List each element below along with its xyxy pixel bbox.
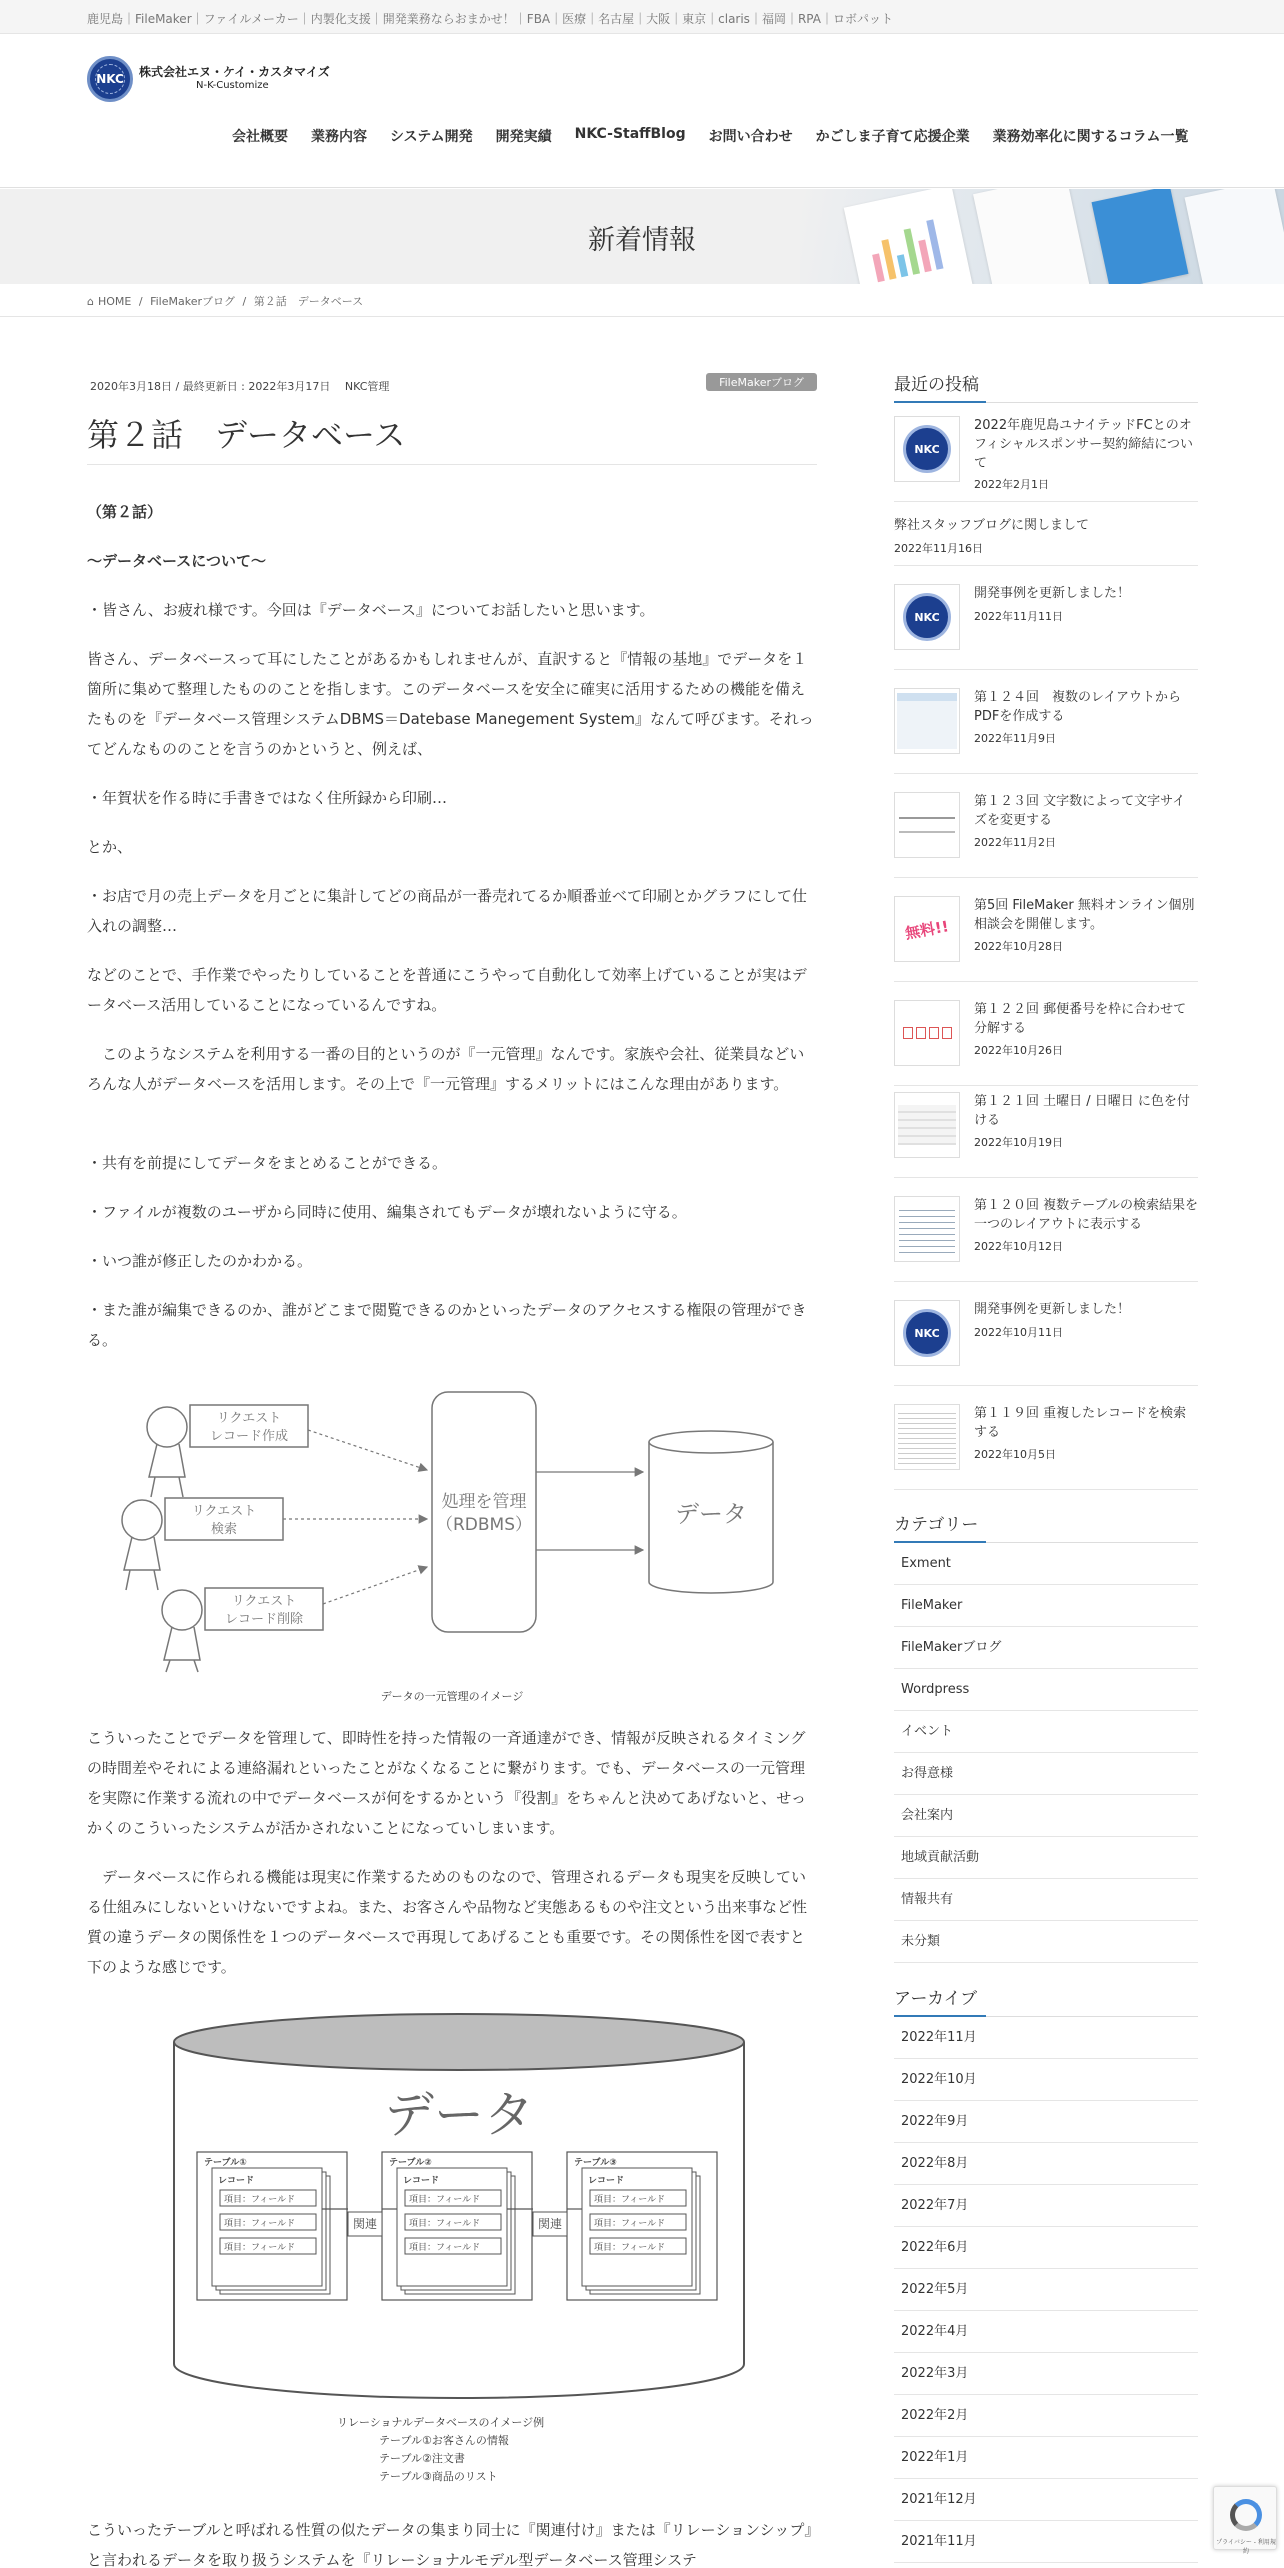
figure-data-management xyxy=(87,1372,817,1677)
fig2-label: 項目：フィールド xyxy=(594,2243,666,2253)
fig1-label: 処理を管理 xyxy=(441,1492,527,1512)
nav-staff-blog[interactable]: NKC-StaffBlog xyxy=(574,126,686,142)
recaptcha-badge[interactable] xyxy=(1213,2486,1277,2555)
category-title: カテゴリー xyxy=(894,1510,1198,1543)
article-paragraph: ・いつ誰が修正したのかわかる。 xyxy=(87,1252,313,1270)
archive-item[interactable]: 2022年8月 xyxy=(894,2143,1198,2185)
divider xyxy=(0,316,1284,317)
post-thumbnail[interactable] xyxy=(894,1196,960,1262)
breadcrumb xyxy=(87,293,367,309)
fig2-label: 項目：フィールド xyxy=(594,2219,666,2229)
post-date: 2022年11月9日 xyxy=(974,732,1056,745)
post-thumbnail[interactable] xyxy=(894,584,960,650)
category-item[interactable]: 会社案内 xyxy=(894,1795,1198,1837)
category-item[interactable]: お得意様 xyxy=(894,1753,1198,1795)
caption-line: テーブル③商品のリスト xyxy=(379,2470,498,2483)
category-list xyxy=(894,1543,1198,1963)
caption-line: テーブル②注文書 xyxy=(379,2452,465,2465)
archive-item[interactable]: 2022年5月 xyxy=(894,2269,1198,2311)
article-title: 第２話 データベース xyxy=(87,410,817,465)
post-thumbnail[interactable] xyxy=(894,1404,960,1470)
fig2-label: レコード xyxy=(403,2176,440,2186)
article-paragraph: こういったテーブルと呼ばれる性質の似たデータの集まり同士に『関連付け』または『リレーションシップ』と言われるデータを取り扱うシステムを『リレーショナルモデル型データベース管理システ xyxy=(87,2521,812,2568)
top-info-bar xyxy=(0,0,1284,34)
nav-contact[interactable]: お問い合わせ xyxy=(708,129,793,145)
article-paragraph: （第２話） xyxy=(87,503,163,521)
logo-company-sub: N-K-Customize xyxy=(196,80,269,92)
archive-item[interactable]: 2022年6月 xyxy=(894,2227,1198,2269)
archive-title: アーカイブ xyxy=(894,1984,1198,2017)
recaptcha-icon xyxy=(1230,2499,1262,2531)
post-title[interactable]: 開発事例を更新しました！ xyxy=(974,1302,1131,1317)
post-date: 2022年10月11日 xyxy=(974,1326,1063,1339)
recent-post[interactable] xyxy=(894,1196,1198,1282)
fig2-label: レコード xyxy=(218,2176,255,2186)
post-date: 2022年10月28日 xyxy=(974,940,1063,953)
post-title[interactable]: 第１２０回 複数テーブルの検索結果を一つのレイアウトに表示する xyxy=(974,1198,1198,1232)
archive-item[interactable]: 2022年7月 xyxy=(894,2185,1198,2227)
nav-kosodate[interactable]: かごしま子育て応援企業 xyxy=(815,129,970,145)
article-paragraph: ・お店で月の売上データを月ごとに集計してどの商品が一番売れてるか順番並べて印刷とかグラフにして仕入れの調整… xyxy=(87,887,808,935)
fig1-label: データ xyxy=(675,1500,747,1528)
nav-services[interactable]: 業務内容 xyxy=(311,129,367,145)
recaptcha-text[interactable]: プライバシー - 利用規約 xyxy=(1216,2539,1276,2555)
fig2-label: テーブル③ xyxy=(574,2158,617,2168)
recent-post[interactable] xyxy=(894,416,1198,502)
recent-posts-title: 最近の投稿 xyxy=(894,370,1198,403)
recent-post[interactable] xyxy=(894,688,1198,774)
article-paragraph: ・また誰が編集できるのか、誰がどこまで閲覧できるのかといったデータのアクセスする権限の管理ができる。 xyxy=(87,1301,807,1349)
fig2-label: 関連 xyxy=(352,2217,378,2231)
person-icon xyxy=(162,1590,202,1630)
breadcrumb-home[interactable]: HOME xyxy=(97,295,132,308)
archive-item[interactable]: 2022年4月 xyxy=(894,2311,1198,2353)
category-item[interactable]: 地域貢献活動 xyxy=(894,1837,1198,1879)
breadcrumb-category[interactable]: FileMakerブログ xyxy=(150,295,235,308)
logo-emblem-icon: NKC xyxy=(87,56,133,102)
post-thumbnail[interactable] xyxy=(894,688,960,754)
fig1-label: 検索 xyxy=(210,1522,238,1537)
breadcrumb-current: 第２話 データベース xyxy=(253,295,364,308)
nkc-emblem-icon: NKC xyxy=(903,425,951,473)
figure-caption xyxy=(337,2414,544,2486)
post-thumbnail[interactable] xyxy=(894,416,960,482)
fig1-label: レコード削除 xyxy=(224,1612,304,1627)
recent-post[interactable] xyxy=(894,1092,1198,1178)
nkc-emblem-icon: NKC xyxy=(903,1309,951,1357)
page-title: 新着情報 xyxy=(588,225,696,256)
top-info-text: 鹿児島｜FileMaker｜ファイルメーカー｜内製化支援｜開発業務ならおまかせ！｜FBA｜医療｜名古屋｜大阪｜東京｜claris｜福岡｜RPA｜ロボパット xyxy=(87,12,893,26)
article-paragraph: などのことで、手作業でやったりしていることを普通にこうやって自動化して効率上げていることが実はデータベース活用していることになっているんですね。 xyxy=(87,966,807,1014)
category-item[interactable]: 未分類 xyxy=(894,1921,1198,1963)
fig1-label: （RDBMS） xyxy=(435,1515,533,1535)
category-item[interactable]: FileMaker xyxy=(894,1585,1198,1627)
fig2-label: 項目：フィールド xyxy=(224,2219,296,2229)
page-header xyxy=(0,189,1284,284)
article-paragraph: ・共有を前提にしてデータをまとめることができる。 xyxy=(87,1154,448,1172)
category-item[interactable]: イベント xyxy=(894,1711,1198,1753)
figure-caption: データの一元管理のイメージ xyxy=(380,1690,524,1703)
article-paragraph: とか、 xyxy=(87,838,133,856)
archive-item[interactable]: 2021年11月 xyxy=(894,2521,1198,2563)
fig2-label: 関連 xyxy=(537,2217,563,2231)
fig2-label: 項目：フィールド xyxy=(224,2243,296,2253)
archive-item[interactable]: 2022年3月 xyxy=(894,2353,1198,2395)
nav-works[interactable]: 開発実績 xyxy=(495,129,552,145)
text-thumb-icon xyxy=(899,817,955,833)
fig2-title: データ xyxy=(384,2086,534,2144)
fig1-label: リクエスト xyxy=(216,1411,282,1426)
article-paragraph: ・ファイルが複数のユーザから同時に使用、編集されてもデータが壊れないように守る。 xyxy=(87,1203,687,1221)
fig2-label: テーブル② xyxy=(389,2158,432,2168)
fig2-label: テーブル① xyxy=(204,2158,247,2168)
figure-relational-db-svg xyxy=(172,2012,747,2400)
post-date: 2022年10月5日 xyxy=(974,1448,1056,1461)
breadcrumb-sep: / xyxy=(242,295,247,308)
post-title[interactable]: 第5回 FileMaker 無料オンライン個別相談会を開催します。 xyxy=(974,898,1195,932)
recent-post[interactable] xyxy=(894,1300,1198,1386)
breadcrumb-sep: / xyxy=(138,295,143,308)
sidebar xyxy=(894,370,1198,2549)
fig2-label: 項目：フィールド xyxy=(594,2195,666,2205)
free-thumb-icon: 無料!! xyxy=(904,916,951,943)
post-thumbnail[interactable] xyxy=(894,792,960,858)
recent-post[interactable] xyxy=(894,584,1198,670)
category-item[interactable]: Exment xyxy=(894,1543,1198,1585)
article-paragraph: このようなシステムを利用する一番の目的というのが『一元管理』なんです。家族や会社、従業員などいろんな人がデータベースを活用します。その上で『一元管理』するメリットにはこんな理由があります。 xyxy=(87,1045,805,1093)
archive-item[interactable]: 2022年9月 xyxy=(894,2101,1198,2143)
post-date: 2022年11月2日 xyxy=(974,836,1056,849)
fig2-label: 項目：フィールド xyxy=(409,2243,481,2253)
recent-post[interactable] xyxy=(894,1000,1198,1086)
post-title[interactable]: 第１２２回 郵便番号を枠に合わせて分解する xyxy=(974,1002,1187,1036)
article-paragraph: こういったことでデータを管理して、即時性を持った情報の一斉通達ができ、情報が反映されるタイミングの時間差やそれによる連絡漏れといったことがなくなることに繋がります。でも、データベースの一元管理を実際に作業する流れの中でデータベースが何をするかという『役割』をちゃんと決めてあげないと、せっかくのこういったシステムが活かされないことになっていしまいます。 xyxy=(87,1729,806,1837)
fig2-label: 項目：フィールド xyxy=(224,2195,296,2205)
archive-item[interactable]: 2022年11月 xyxy=(894,2017,1198,2059)
post-thumbnail[interactable] xyxy=(894,896,960,962)
fig2-label: レコード xyxy=(588,2176,625,2186)
article-paragraph: データベースに作られる機能は現実に作業するためのものなので、管理されるデータも現実を反映している仕組みにしないといけないですよね。また、お客さんや品物など実態あるものや注文という出来事など性質の違うデータの関係性を１つのデータベースで再現してあげることも重要です。その関係性を図で表すと下のような感じです。 xyxy=(87,1868,808,1976)
nav-system-dev[interactable]: システム開発 xyxy=(390,129,473,145)
recent-post[interactable] xyxy=(894,516,1198,566)
article-category-badge[interactable]: FileMakerブログ xyxy=(706,373,817,391)
post-title[interactable]: 第１２３回 文字数によって文字サイズを変更する xyxy=(974,794,1186,828)
post-title[interactable]: 第１２１回 土曜日 / 日曜日 に色を付ける xyxy=(974,1094,1190,1128)
post-date: 2022年2月1日 xyxy=(974,478,1049,491)
post-title[interactable]: 2022年鹿児島ユナイテッドFCとのオフィシャルスポンサー契約締結について xyxy=(974,418,1194,471)
post-thumbnail[interactable] xyxy=(894,1092,960,1158)
global-nav xyxy=(232,126,1188,146)
post-title[interactable]: 第１１９回 重複したレコードを検索する xyxy=(974,1406,1187,1440)
caption-line: テーブル①お客さんの情報 xyxy=(379,2434,509,2447)
recent-post[interactable] xyxy=(894,896,1198,982)
article-paragraph: 皆さん、データベースって耳にしたことがあるかもしれませんが、直訳すると『情報の基地』でデータを１箇所に集めて整理したもののことを指します。このデータベースを安全に確実に活用するための機能を備えたものを『データベース管理システムDBMS＝Datebase Manegement System』なんて呼びます。それってどんなもののことを言うのかというと、例えば、 xyxy=(87,650,814,758)
post-title[interactable]: 開発事例を更新しました！ xyxy=(974,586,1131,601)
post-thumbnail[interactable] xyxy=(894,1300,960,1366)
rows-thumb-icon xyxy=(898,1105,956,1145)
rdbms-box xyxy=(432,1392,536,1632)
fig1-label: レコード作成 xyxy=(209,1429,289,1444)
figure-data-management-svg xyxy=(87,1372,817,1677)
post-title[interactable]: 弊社スタッフブログに関しまして xyxy=(894,518,1090,533)
screenshot-thumb-icon xyxy=(897,693,957,749)
archive-item[interactable]: 2022年2月 xyxy=(894,2395,1198,2437)
nav-columns[interactable]: 業務効率化に関するコラム一覧 xyxy=(992,129,1189,145)
recent-post[interactable] xyxy=(894,1404,1198,1490)
article-paragraph: ・年賀状を作る時に手書きではなく住所録から印刷… xyxy=(87,789,448,807)
post-date: 2022年10月26日 xyxy=(974,1044,1063,1057)
post-date: 2022年10月19日 xyxy=(974,1136,1063,1149)
post-thumbnail[interactable] xyxy=(894,1000,960,1066)
article-meta: 2020年3月18日 / 最終更新日 : 2022年3月17日 NKC管理 xyxy=(90,380,390,393)
table-thumb-icon xyxy=(898,1409,956,1465)
fig2-label: 項目：フィールド xyxy=(409,2219,481,2229)
code-thumb-icon xyxy=(899,1205,955,1253)
nkc-emblem-icon: NKC xyxy=(903,593,951,641)
post-date: 2022年10月12日 xyxy=(974,1240,1063,1253)
figure-relational-db xyxy=(172,2012,747,2400)
home-icon: ⌂ xyxy=(87,295,94,308)
article-paragraph: ・皆さん、お疲れ様です。今回は『データベース』についてお話したいと思います。 xyxy=(87,601,655,619)
fig2-label: 項目：フィールド xyxy=(409,2195,481,2205)
archive-item[interactable]: 2022年10月 xyxy=(894,2059,1198,2101)
archive-item[interactable]: 2021年12月 xyxy=(894,2479,1198,2521)
post-date: 2022年11月11日 xyxy=(974,610,1063,623)
fig1-label: リクエスト xyxy=(231,1594,297,1609)
person-icon xyxy=(147,1407,187,1447)
person-icon xyxy=(122,1500,162,1540)
nav-company[interactable]: 会社概要 xyxy=(232,129,288,145)
site-header xyxy=(0,34,1284,188)
site-logo[interactable] xyxy=(87,56,330,102)
category-item[interactable]: Wordpress xyxy=(894,1669,1198,1711)
fig1-label: リクエスト xyxy=(191,1504,257,1519)
caption-line: リレーショナルデータベースのイメージ例 xyxy=(337,2416,545,2429)
postal-boxes-icon xyxy=(903,1027,952,1039)
category-item[interactable]: 情報共有 xyxy=(894,1879,1198,1921)
post-title[interactable]: 第１２４回 複数のレイアウトからPDFを作成する xyxy=(974,690,1181,724)
logo-company-name: 株式会社エヌ・ケイ・カスタマイズ xyxy=(139,65,330,80)
recent-post[interactable] xyxy=(894,792,1198,878)
category-item[interactable]: FileMakerブログ xyxy=(894,1627,1198,1669)
archive-list xyxy=(894,2017,1198,2563)
post-date: 2022年11月16日 xyxy=(894,542,983,555)
archive-item[interactable]: 2022年1月 xyxy=(894,2437,1198,2479)
article-paragraph: 〜データベースについて〜 xyxy=(87,552,266,570)
